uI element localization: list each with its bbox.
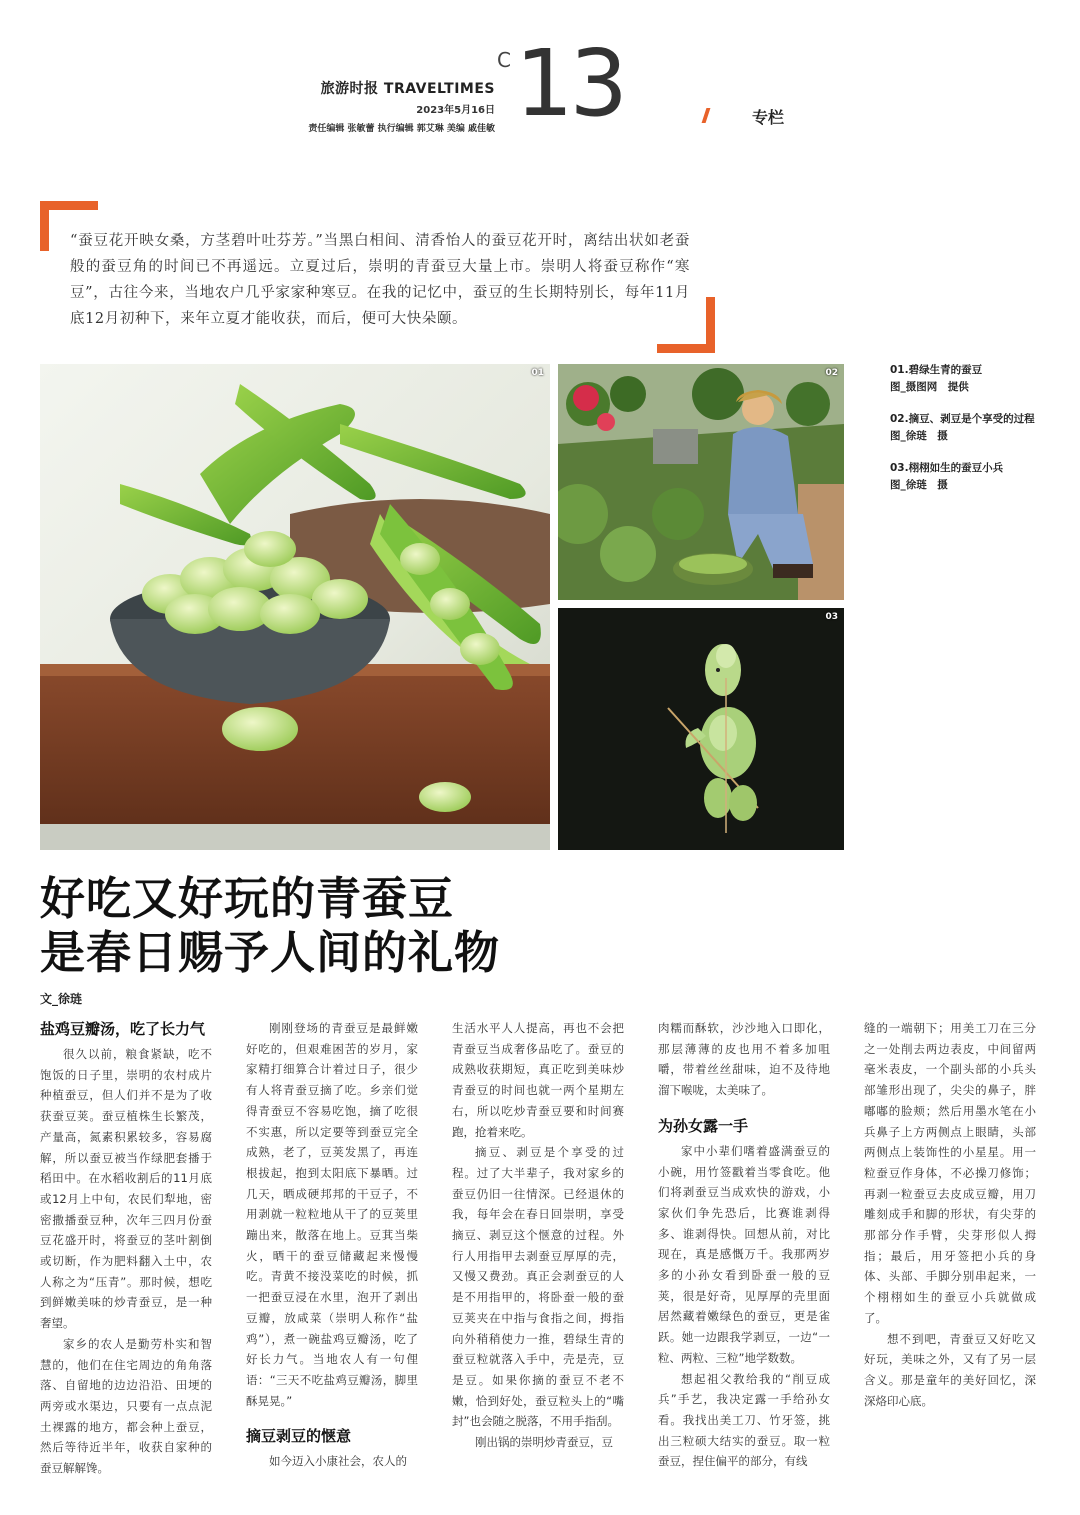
caption-credit: 图_徐琏 摄 [890, 479, 948, 491]
caption-credit: 图_摄图网 提供 [890, 381, 969, 393]
subheading: 摘豆剥豆的惬意 [246, 1427, 352, 1446]
caption-title: 03.栩栩如生的蚕豆小兵 [890, 462, 1004, 474]
byline: 文_徐琏 [40, 992, 83, 1006]
paragraph: 刚出锅的崇明炒青蚕豆，豆 [475, 1435, 613, 1450]
headline-line-1: 好吃又好玩的青蚕豆 [40, 872, 455, 925]
section-name: 专栏 [752, 108, 785, 127]
headline-line-2: 是春日赐予人间的礼物 [40, 926, 501, 979]
paragraph: 如今迈入小康社会，农人的 [269, 1454, 407, 1469]
body-column-3 [452, 1018, 624, 1453]
caption-title: 01.碧绿生青的蚕豆 [890, 364, 983, 376]
body-column-1 [40, 1018, 212, 1479]
paragraph: 肉糯而酥软，沙沙地入口即化，那层薄薄的皮也用不着多加咀嚼，带着丝丝甜味，迫不及待地溜下喉咙，太美味了。 [658, 1021, 830, 1098]
paragraph: 想起祖父教给我的“削豆成兵”手艺，我决定露一手给孙女看。我找出美工刀、竹牙签，挑出三粒硕大结实的蚕豆。取一粒蚕豆，捏住偏平的部分，有线 [658, 1371, 830, 1469]
lead-bracket-bottom-right-v [706, 297, 715, 353]
body-column-5 [864, 1018, 1036, 1411]
section-slash-mark [702, 108, 711, 123]
article-headline [40, 872, 500, 980]
lead-bracket-top-left-v [40, 201, 49, 251]
photo-number-03: 03 [825, 612, 838, 622]
photo-bean-soldier [558, 608, 844, 850]
paragraph: 缝的一端朝下；用美工刀在三分之一处削去两边表皮，中间留两毫米表皮，一个副头部的小兵头部雏形出现了，尖尖的鼻子，胖嘟嘟的脸颊；然后用墨水笔在小兵鼻子上方两侧点上眼睛，头部两侧点上装饰性的小星星。用一粒蚕豆作身体，不必操刀修饰；再剥一粒蚕豆去皮成豆瓣，用刀雕刻成手和脚的形状，有尖芽的那部分作手臂，尖芽形似人拇指；最后，用牙签把小兵的身体、头部、手脚分别串起来，一个栩栩如生的蚕豆小兵就做成了。 [864, 1021, 1036, 1325]
page-letter: C [497, 48, 511, 72]
paragraph: 摘豆、剥豆是个享受的过程。过了大半辈子，我对家乡的蚕豆仍旧一往情深。已经退休的我，每年会在春日回崇明，享受摘豆、剥豆这个惬意的过程。外行人用指甲去剥蚕豆厚厚的壳，又慢又费劲。真正会剥蚕豆的人是不用指甲的，将卧蚕一般的蚕豆荚夹在中指与食指之间，拇指向外稍稍使力一推，碧绿生青的蚕豆粒就落入手中，壳是壳，豆是豆。如果你摘的蚕豆不老不嫩，恰到好处，蚕豆粒头上的“嘴封”也会随之脱落，不用手指刮。 [452, 1145, 624, 1429]
caption-02 [890, 411, 1070, 445]
editor-credits: 责任编辑 张敏蕾 执行编辑 郭艾琳 美编 戚佳敏 [308, 124, 495, 134]
body-column-2 [246, 1018, 418, 1472]
subheading: 盐鸡豆瓣汤，吃了长力气 [40, 1020, 206, 1038]
lead-paragraph: “蚕豆花开映女桑，方茎碧叶吐芬芳。”当黑白相间、清香怡人的蚕豆花开时，离结出状如老蚕般的蚕豆角的时间已不再遥远。立夏过后，崇明的青蚕豆大量上市。崇明人将蚕豆称作“寒豆”，古往今来，当地农户几乎家家种寒豆。在我的记忆中，蚕豆的生长期特别长，每年11月底12月初种下，来年立夏才能收获，而后，便可大快朵颐。 [70, 233, 690, 327]
photo-captions [890, 362, 1070, 509]
photo-number-01: 01 [531, 368, 544, 378]
paragraph: 想不到吧，青蚕豆又好吃又好玩，美味之外，又有了另一层含义。那是童年的美好回忆，深深烙印心底。 [864, 1331, 1036, 1408]
caption-03 [890, 460, 1070, 494]
issue-date: 2023年5月16日 [416, 105, 495, 116]
photo-number-02: 02 [825, 368, 838, 378]
paragraph: 家中小辈们嗜着盛满蚕豆的小碗，用竹签戳着当零食吃。他们将剥蚕豆当成欢快的游戏，小家伙们争先恐后，比赛谁剥得多、谁剥得快。回想从前，对比现在，真是感慨万千。我那两岁多的小孙女看到卧蚕一般的豆荚，很是好奇，见厚厚的壳里面居然藏着嫩绿色的蚕豆，更是雀跃。她一边跟我学剥豆，一边“一粒、两粒、三粒”地学数数。 [658, 1143, 830, 1365]
newspaper-name: 旅游时报 TRAVELTIMES [320, 81, 495, 97]
photo-woman-picking-beans [558, 364, 844, 600]
body-column-4 [658, 1018, 830, 1472]
caption-title: 02.摘豆、剥豆是个享受的过程 [890, 413, 1035, 425]
photo-fava-beans-bowl [40, 364, 550, 850]
caption-credit: 图_徐琏 摄 [890, 430, 948, 442]
paragraph: 很久以前，粮食紧缺，吃不饱饭的日子里，崇明的农村成片种植蚕豆，但人们并不是为了收获蚕豆荚。蚕豆植株生长繁茂，产量高，氮素积累较多，容易腐解，所以蚕豆被当作绿肥套播于稻田中。在水稻收割后的11月底或12月上中旬，农民们犁地，密密撒播蚕豆种，次年三四月份蚕豆花盛开时，将蚕豆的茎叶割倒或切断，作为肥料翻入土中，农人称之为“压青”。那时候，想吃到鲜嫩美味的炒青蚕豆，是一种奢望。 [40, 1047, 212, 1331]
page-number: 13 [515, 30, 625, 137]
paragraph: 刚刚登场的青蚕豆是最鲜嫩好吃的，但艰难困苦的岁月，家家精打细算合计着过日子，很少有人将青蚕豆摘了吃。乡亲们觉得青蚕豆不容易吃饱，摘了吃很不实惠，所以定要等到蚕豆完全成熟，老了，豆荚发黑了，再连根拔起，抱到太阳底下暴晒。过几天，晒成硬邦邦的干豆子，不用剥就一粒粒地从干了的豆荚里蹦出来，散落在地上。豆萁当柴火，晒干的蚕豆储藏起来慢慢吃。青黄不接没菜吃的时候，抓一把蚕豆浸在水里，泡开了剥出豆瓣，放咸菜（崇明人称作“盐鸡”），煮一碗盐鸡豆瓣汤，吃了好长力气。当地农人有一句俚语：“三天不吃盐鸡豆瓣汤，脚里酥晃晃。” [246, 1021, 418, 1408]
paragraph: 生活水平人人提高，再也不会把青蚕豆当成奢侈品吃了。蚕豆的成熟收获期短，真正吃到美味炒青蚕豆的时间也就一两个星期左右，所以吃炒青蚕豆要和时间赛跑，抢着来吃。 [452, 1021, 624, 1139]
masthead [280, 78, 495, 134]
subheading: 为孙女露一手 [658, 1116, 749, 1135]
paragraph: 家乡的农人是勤劳朴实和智慧的，他们在住宅周边的角角落落、自留地的边边沿沿、田埂的两旁或水渠边，只要有一点点泥土裸露的地方，都会种上蚕豆，然后等待近半年，收获自家种的蚕豆解解馋。 [40, 1336, 212, 1476]
caption-01 [890, 362, 1070, 396]
